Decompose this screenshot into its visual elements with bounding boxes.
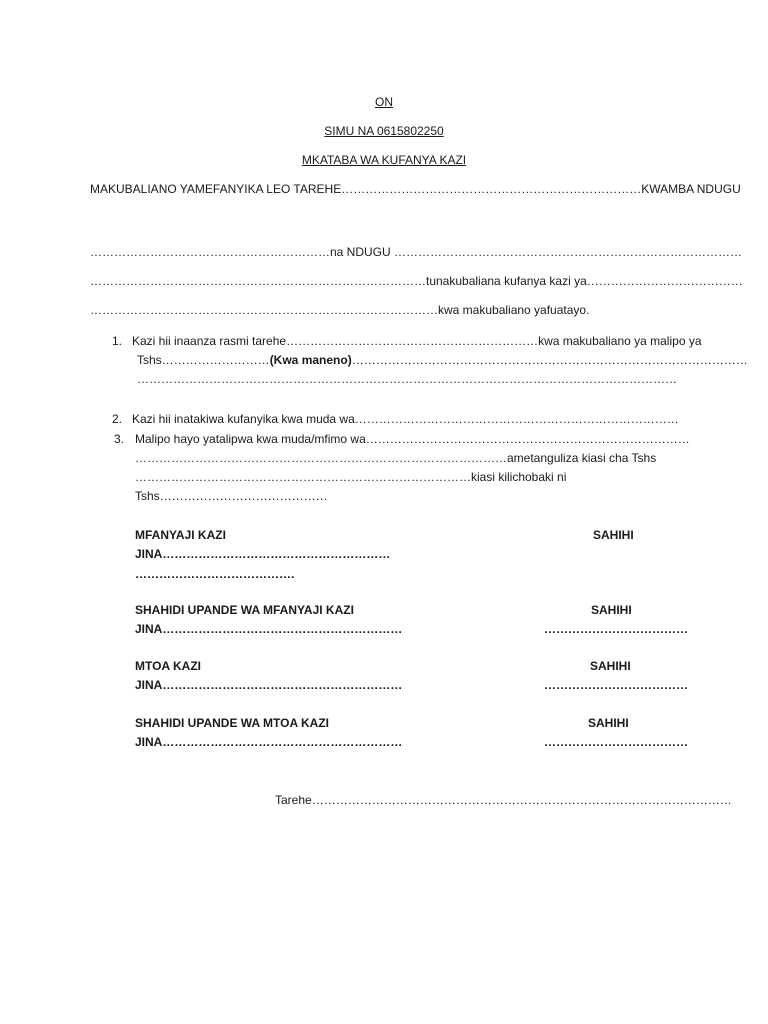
signature-1-role: MFANYAJI KAZI [135,528,226,542]
intro-line-1: MAKUBALIANO YAMEFANYIKA LEO TAREHE…………………………………………………………………KWAMBA NDUGU [90,182,741,196]
signature-3-role: MTOA KAZI [135,659,201,673]
signature-1-sahihi: SAHIHI [593,528,634,542]
intro-line-3: …………………………………………………………………………tunakubaliana kufanya kazi ya………………………………… [90,274,743,288]
header-phone: SIMU NA 0615802250 [324,124,444,138]
signature-4-name-line: JINA…………………………………………………… [135,735,403,749]
signature-2-role: SHAHIDI UPANDE WA MFANYAJI KAZI [135,603,354,617]
item-3-number: 3. [114,432,125,446]
signature-4-role: SHAHIDI UPANDE WA MTOA KAZI [135,716,329,730]
signature-1-extra-line: …………………………………. [135,567,295,581]
signature-3-name-line: JINA…………………………………………………… [135,678,403,692]
item-2-line-1: Kazi hii inatakiwa kufanyika kwa muda wa……………………………………………………………………… [132,412,679,426]
item-3-line-1: Malipo hayo yatalipwa kwa muda/mfimo wa……………………………………………………………………… [135,432,690,446]
item-1-line-1: Kazi hii inaanza rasmi tarehe………………………………………………………kwa makubaliano ya malipo ya [132,334,702,348]
item-1-in-words-label: (Kwa maneno) [269,353,352,367]
item-3-line-3: …………………………………………………………………………kiasi kilichobaki ni [135,470,567,484]
footer-date-line: Tarehe…………………………………………………………………………………………… [275,793,732,807]
item-1-line-2 [137,352,748,368]
signature-3-sahihi: SAHIHI [590,659,631,673]
signature-3-sign-line: ……………………………… [544,678,688,692]
item-1-line-3: ……………………………………………………………………………………………………………………… [137,372,677,386]
signature-4-sign-line: ……………………………… [544,735,688,749]
signature-2-name-line: JINA…………………………………………………… [135,622,403,636]
signature-2-sahihi: SAHIHI [591,603,632,617]
header-on: ON [375,95,393,109]
item-1-amount-words: ……………………………………………………………………………………… [351,353,748,367]
item-3-line-2: …………………………………………………………………………………ametanguliza kiasi cha Tshs [135,451,657,465]
intro-line-4: ……………………………………………………………………………kwa makubaliano yafuatayo. [90,303,590,317]
item-3-line-4: Tshs…………………………………… [135,489,328,503]
item-1-number: 1. [112,334,123,348]
signature-4-sahihi: SAHIHI [588,716,629,730]
item-1-amount: Tshs……………………… [137,353,270,367]
signature-1-name-line: JINA………………………………………………… [135,547,391,561]
intro-line-2: ……………………………………………………na NDUGU …………………………………………………………………………… [90,245,743,259]
signature-2-sign-line: ……………………………… [544,622,688,636]
item-2-number: 2. [112,412,123,426]
document-title: MKATABA WA KUFANYA KAZI [301,153,467,167]
